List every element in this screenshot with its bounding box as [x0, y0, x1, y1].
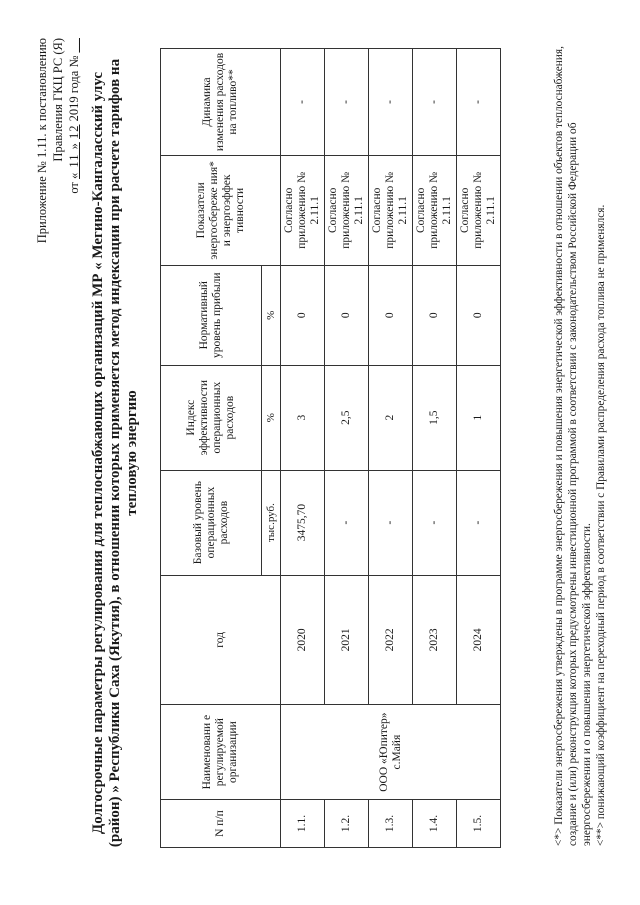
cell-index: 1,5: [413, 365, 457, 470]
cell-index: 2,5: [325, 365, 369, 470]
cell-year: 2024: [457, 575, 501, 705]
cell-num: 1.5.: [457, 800, 501, 848]
cell-base: -: [325, 470, 369, 575]
cell-year: 2020: [281, 575, 325, 705]
cell-energy: Согласно приложению № 2.11.1: [325, 155, 369, 265]
appendix-line-1: Приложение № 1.11. к постановлению: [35, 38, 49, 244]
cell-profit: 0: [325, 265, 369, 365]
cell-num: 1.3.: [369, 800, 413, 848]
date-month: 12: [67, 124, 81, 140]
cell-profit: 0: [457, 265, 501, 365]
header-year: год: [161, 575, 281, 705]
document-title: Долгосрочные параметры регулирования для теплоснабжающих организаций МР « Мегино-Кангаласский улус (район) » Республики Саха (Якутия), в отношении которых применяется метод индексации при расчете тарифов на тепловую энергию: [90, 58, 140, 848]
appendix-header: [34, 38, 82, 243]
cell-index: 2: [369, 365, 413, 470]
table-row: [281, 49, 325, 848]
header-base-opex: Базовый уровень операционных расходов: [161, 470, 262, 575]
header-energy: Показатели энергосбереже ния* и энергоэффек тивности: [161, 155, 281, 265]
cell-year: 2022: [369, 575, 413, 705]
cell-energy: Согласно приложению № 2.11.1: [457, 155, 501, 265]
cell-index: 3: [281, 365, 325, 470]
unit-base-opex: тыс.руб.: [262, 470, 281, 575]
cell-index: 1: [457, 365, 501, 470]
cell-profit: 0: [369, 265, 413, 365]
date-day: « 11 »: [67, 142, 81, 179]
date-year: 2019 года №: [67, 55, 81, 122]
header-profit: Нормативный уровень прибыли: [161, 265, 262, 365]
footnote-fuel: <**> понижающий коэффициент на переходный период в соответствии с Правилами распределения расхода топлива не применялся.: [595, 204, 607, 846]
cell-profit: 0: [413, 265, 457, 365]
header-org: Наименовани е регулируемой организации: [161, 705, 281, 800]
footnotes: [552, 46, 608, 846]
cell-year: 2021: [325, 575, 369, 705]
unit-efficiency-index: %: [262, 365, 281, 470]
cell-profit: 0: [281, 265, 325, 365]
cell-fuel: -: [369, 49, 413, 156]
cell-fuel: -: [325, 49, 369, 156]
parameters-table: [160, 48, 501, 848]
cell-num: 1.1.: [281, 800, 325, 848]
unit-profit: %: [262, 265, 281, 365]
cell-base: -: [413, 470, 457, 575]
date-number: __: [67, 38, 81, 53]
cell-fuel: -: [281, 49, 325, 156]
cell-base: 3475,70: [281, 470, 325, 575]
cell-energy: Согласно приложению № 2.11.1: [369, 155, 413, 265]
cell-fuel: -: [457, 49, 501, 156]
appendix-line-2: Правления ГКЦ РС (Я): [51, 38, 65, 162]
appendix-date-line: [66, 38, 82, 243]
date-prefix: от: [67, 182, 81, 194]
cell-year: 2023: [413, 575, 457, 705]
cell-fuel: -: [413, 49, 457, 156]
cell-num: 1.2.: [325, 800, 369, 848]
cell-num: 1.4.: [413, 800, 457, 848]
header-efficiency-index: Индекс эффективности операционных расходов: [161, 365, 262, 470]
header-fuel: Динамика изменения расходов на топливо**: [161, 49, 281, 156]
cell-energy: Согласно приложению № 2.11.1: [281, 155, 325, 265]
header-num: N п/п: [161, 800, 281, 848]
cell-base: -: [457, 470, 501, 575]
cell-base: -: [369, 470, 413, 575]
cell-org-name: ООО «Юпитер» с.Майя: [281, 705, 501, 800]
rotated-landscape-content: [22, 28, 622, 878]
cell-energy: Согласно приложению № 2.11.1: [413, 155, 457, 265]
footnote-energy: <*> Показатели энергосбережения утверждены в программе энергосбережения и повышения энергетической эффективности в отношении объектов теплоснабжения, создание и (или) реконструкция которых предусмотрены инвестиционной программой в соответствии с законодательством Российской Федерации об энергосбережении и о повышении энергетической эффективности.: [553, 46, 593, 846]
